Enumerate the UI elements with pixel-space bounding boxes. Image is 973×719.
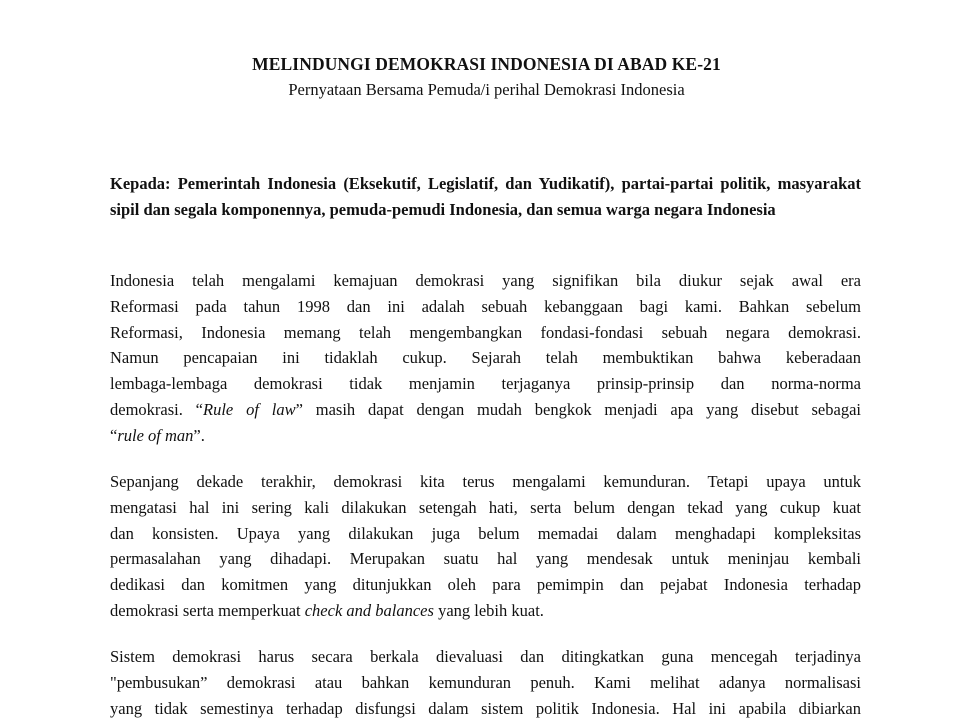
paragraph-line — [110, 423, 861, 449]
paragraph-2 — [110, 469, 861, 624]
text-run: demokrasi. “ — [110, 399, 204, 419]
paragraph-line — [110, 598, 861, 624]
document-title: MELINDUNGI DEMOKRASI INDONESIA DI ABAD KE-21 — [252, 54, 721, 74]
paragraph-line: lembaga-lembaga demokrasi tidak menjamin terjaganya prinsip-prinsip dan norma-norma — [110, 374, 861, 394]
italic-term: rule of man — [117, 425, 194, 445]
text-run: demokrasi serta memperkuat — [110, 600, 305, 620]
paragraph-line: "pembusukan” demokrasi atau bahkan kemunduran penuh. Kami melihat adanya normalisasi — [110, 672, 861, 692]
text-run: ” masih dapat dengan mudah bengkok menjadi apa yang disebut sebagai — [295, 399, 861, 419]
paragraph-3 — [110, 644, 861, 719]
italic-term: Rule of law — [203, 399, 296, 419]
paragraph-line: Reformasi, Indonesia memang telah mengembangkan fondasi-fondasi sebuah negara demokrasi. — [110, 322, 861, 342]
italic-term: check and balances — [304, 600, 434, 620]
paragraph-line — [110, 397, 861, 423]
paragraph-line: dedikasi dan komitmen yang ditunjukkan oleh para pemimpin dan pejabat Indonesia terhadap — [110, 575, 861, 595]
text-run: yang lebih kuat. — [433, 600, 544, 620]
paragraph-line: Sistem demokrasi harus secara berkala dievaluasi dan ditingkatkan guna mencegah terjadinya — [110, 647, 861, 666]
paragraph-line: yang tidak semestinya terhadap disfungsi dalam sistem politik Indonesia. Hal ini apabila dibiarkan — [110, 698, 861, 718]
paragraph-1 — [110, 268, 861, 449]
paragraph-line: Sepanjang dekade terakhir, demokrasi kita terus mengalami kemunduran. Tetapi upaya untuk — [110, 472, 861, 491]
paragraph-line: dan konsisten. Upaya yang dilakukan juga belum memadai dalam menghadapi kompleksitas — [110, 523, 861, 543]
paragraph-line: permasalahan yang dihadapi. Merupakan suatu hal yang mendesak untuk meninjau kembali — [110, 549, 861, 569]
text-run: ”. — [193, 425, 205, 445]
paragraph-line: Namun pencapaian ini tidaklah cukup. Sejarah telah membuktikan bahwa keberadaan — [110, 348, 861, 368]
addressee-paragraph: Kepada: Pemerintah Indonesia (Eksekutif, Legislatif, dan Yudikatif), partai-partai politik, masyarakat sipil dan segala komponennya, pemuda-pemudi Indonesia, dan semua warga negara Indonesia — [110, 174, 861, 219]
paragraph-line: Reformasi pada tahun 1998 dan ini adalah sebuah kebanggaan bagi kami. Bahkan sebelum — [110, 296, 861, 316]
paragraph-line: mengatasi hal ini sering kali dilakukan setengah hati, serta belum dengan tekad yang cukup kuat — [110, 497, 861, 517]
paragraph-line: Indonesia telah mengalami kemajuan demokrasi yang signifikan bila diukur sejak awal era — [110, 271, 861, 290]
text-run: “ — [110, 425, 118, 445]
document-subtitle: Pernyataan Bersama Pemuda/i perihal Demokrasi Indonesia — [288, 80, 685, 99]
